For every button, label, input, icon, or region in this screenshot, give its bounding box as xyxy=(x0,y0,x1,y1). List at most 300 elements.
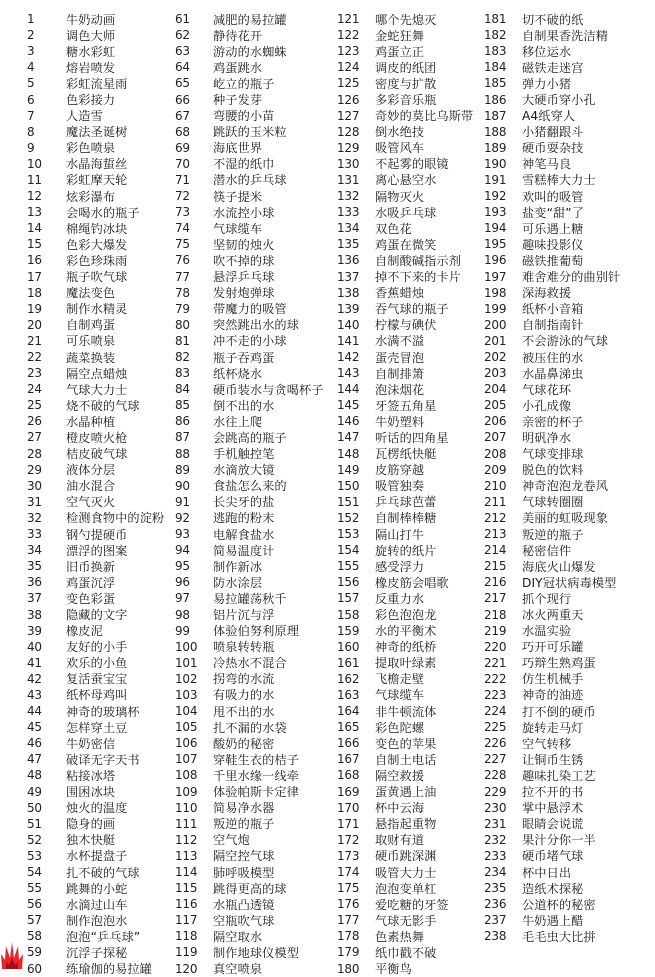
item-title: 牛奶动画 xyxy=(66,12,116,27)
item-number: 83 xyxy=(175,366,190,381)
list-item xyxy=(175,574,345,590)
item-number: 3 xyxy=(27,44,35,59)
item-title: 手机触控笔 xyxy=(213,447,275,462)
item-number: 217 xyxy=(484,591,507,606)
list-item xyxy=(175,220,345,236)
item-title: 制作水精灵 xyxy=(66,302,128,317)
list-item xyxy=(27,365,197,381)
list-item xyxy=(175,446,345,462)
item-number: 145 xyxy=(337,398,360,413)
item-number: 45 xyxy=(27,720,42,735)
list-item xyxy=(484,429,654,445)
item-number: 104 xyxy=(175,704,198,719)
list-item xyxy=(484,767,654,783)
list-item xyxy=(175,526,345,542)
item-title: 叛逆的瓶子 xyxy=(522,527,584,542)
list-item xyxy=(175,880,345,896)
item-title: 深海救援 xyxy=(522,286,572,301)
list-item xyxy=(27,961,197,977)
list-item xyxy=(484,639,654,655)
item-number: 101 xyxy=(175,655,198,670)
item-title: 气球花环 xyxy=(522,382,572,397)
item-title: 水晶海蜇丝 xyxy=(66,157,128,172)
item-number: 10 xyxy=(27,156,42,171)
item-number: 213 xyxy=(484,527,507,542)
list-item xyxy=(175,671,345,687)
list-item xyxy=(27,864,197,880)
item-number: 63 xyxy=(175,44,190,59)
list-item xyxy=(337,655,507,671)
list-item xyxy=(175,542,345,558)
item-title: 水滴放大镜 xyxy=(213,463,275,478)
list-item xyxy=(175,413,345,429)
item-number: 201 xyxy=(484,333,507,348)
list-item xyxy=(27,462,197,478)
list-item xyxy=(27,108,197,124)
list-item xyxy=(484,108,654,124)
item-title: 不湿的纸巾 xyxy=(213,157,275,172)
item-title: 海底火山爆发 xyxy=(522,559,596,574)
list-item xyxy=(337,252,507,268)
list-item xyxy=(484,204,654,220)
item-number: 209 xyxy=(484,462,507,477)
list-item xyxy=(27,784,197,800)
list-item xyxy=(337,510,507,526)
item-title: 水的平衡术 xyxy=(375,624,437,639)
item-title: 泡沫烟花 xyxy=(375,382,425,397)
list-item xyxy=(484,784,654,800)
item-title: 哪个先熄灭 xyxy=(375,12,437,27)
list-item xyxy=(175,655,345,671)
item-number: 131 xyxy=(337,172,360,187)
item-title: 自制鸡蛋 xyxy=(66,318,116,333)
item-title: 乒乓球芭蕾 xyxy=(375,495,437,510)
list-item xyxy=(27,816,197,832)
item-title: 自制指南针 xyxy=(522,318,584,333)
item-title: 炫彩瀑布 xyxy=(66,189,116,204)
item-title: 欢叫的吸管 xyxy=(522,189,584,204)
item-title: 泡泡变单杠 xyxy=(375,881,437,896)
list-item xyxy=(484,43,654,59)
list-item xyxy=(27,606,197,622)
list-item xyxy=(484,75,654,91)
item-number: 197 xyxy=(484,269,507,284)
list-item xyxy=(337,944,507,960)
item-number: 102 xyxy=(175,671,198,686)
item-number: 199 xyxy=(484,301,507,316)
item-number: 29 xyxy=(27,462,42,477)
item-title: 离心悬空水 xyxy=(375,173,437,188)
list-item xyxy=(175,156,345,172)
item-number: 227 xyxy=(484,752,507,767)
item-title: 橡皮泥 xyxy=(66,624,103,639)
item-title: 制作地球仪模型 xyxy=(213,945,300,960)
item-number: 48 xyxy=(27,768,42,783)
item-number: 36 xyxy=(27,575,42,590)
item-number: 136 xyxy=(337,253,360,268)
list-item xyxy=(27,880,197,896)
item-title: 牛奶塑料 xyxy=(375,414,425,429)
item-number: 4 xyxy=(27,60,35,75)
item-number: 220 xyxy=(484,639,507,654)
list-item xyxy=(337,11,507,27)
item-title: 可乐喷泉 xyxy=(66,334,116,349)
item-title: 简易净水器 xyxy=(213,801,275,816)
item-title: 感受浮力 xyxy=(375,559,425,574)
item-title: 减肥的易拉罐 xyxy=(213,12,287,27)
list-item xyxy=(27,542,197,558)
item-number: 135 xyxy=(337,237,360,252)
item-title: 气球转圈圈 xyxy=(522,495,584,510)
item-title: 调皮的纸团 xyxy=(375,60,437,75)
item-number: 216 xyxy=(484,575,507,590)
list-item xyxy=(175,832,345,848)
item-number: 7 xyxy=(27,108,35,123)
item-title: 橡皮筋会唱歌 xyxy=(375,575,449,590)
item-title: 跳得更高的球 xyxy=(213,881,287,896)
list-item xyxy=(175,687,345,703)
item-number: 143 xyxy=(337,366,360,381)
item-number: 67 xyxy=(175,108,190,123)
list-item xyxy=(337,848,507,864)
list-item xyxy=(484,301,654,317)
item-number: 119 xyxy=(175,945,198,960)
item-title: 被压住的水 xyxy=(522,350,584,365)
item-title: 水滴过山车 xyxy=(66,897,128,912)
item-title: 制作泡泡水 xyxy=(66,913,128,928)
list-item xyxy=(175,784,345,800)
list-item xyxy=(27,671,197,687)
item-title: 蛋黄遇上油 xyxy=(375,785,437,800)
item-title: 纸巾戳不破 xyxy=(375,945,437,960)
item-title: 制作新冰 xyxy=(213,559,263,574)
item-title: 旋转走马灯 xyxy=(522,720,584,735)
list-item xyxy=(175,816,345,832)
item-title: 体验伯努利原理 xyxy=(213,624,300,639)
item-number: 69 xyxy=(175,140,190,155)
list-item xyxy=(337,671,507,687)
item-title: 叛逆的瓶子 xyxy=(213,817,275,832)
list-column-3 xyxy=(337,11,507,977)
item-number: 190 xyxy=(484,156,507,171)
item-title: 吹不掉的球 xyxy=(213,253,275,268)
item-title: 烧不破的气球 xyxy=(66,398,140,413)
item-title: 烛火的温度 xyxy=(66,801,128,816)
item-number: 222 xyxy=(484,671,507,686)
list-item xyxy=(175,623,345,639)
item-number: 196 xyxy=(484,253,507,268)
list-item xyxy=(484,510,654,526)
item-title: 水满不溢 xyxy=(375,334,425,349)
list-item xyxy=(484,462,654,478)
list-item xyxy=(484,912,654,928)
item-title: 易拉罐荡秋千 xyxy=(213,591,287,606)
item-title: 体验帕斯卡定律 xyxy=(213,785,300,800)
item-number: 91 xyxy=(175,494,190,509)
item-number: 74 xyxy=(175,221,190,236)
list-item xyxy=(175,606,345,622)
item-number: 31 xyxy=(27,494,42,509)
item-title: 桔皮破气球 xyxy=(66,447,128,462)
item-title: 纸杯烧水 xyxy=(213,366,263,381)
item-title: 破译无字天书 xyxy=(66,752,140,767)
item-title: 可乐遇上糖 xyxy=(522,221,584,236)
item-title: 糖水彩虹 xyxy=(66,44,116,59)
list-item xyxy=(337,719,507,735)
item-number: 37 xyxy=(27,591,42,606)
list-item xyxy=(175,269,345,285)
item-title: 吸管独奏 xyxy=(375,479,425,494)
list-item xyxy=(175,478,345,494)
item-number: 106 xyxy=(175,736,198,751)
list-item xyxy=(27,767,197,783)
list-item xyxy=(337,365,507,381)
item-number: 115 xyxy=(175,881,198,896)
item-title: 有吸力的水 xyxy=(213,688,275,703)
list-item xyxy=(175,11,345,27)
list-item xyxy=(484,494,654,510)
item-number: 204 xyxy=(484,382,507,397)
item-number: 30 xyxy=(27,478,42,493)
item-title: 飞檐走壁 xyxy=(375,672,425,687)
list-item xyxy=(484,172,654,188)
item-title: 小猪翻跟斗 xyxy=(522,125,584,140)
item-number: 79 xyxy=(175,301,190,316)
item-title: 自制酸碱指示剂 xyxy=(375,253,462,268)
item-title: 彩色珍珠雨 xyxy=(66,253,128,268)
list-item xyxy=(175,285,345,301)
item-number: 16 xyxy=(27,253,42,268)
item-number: 218 xyxy=(484,607,507,622)
item-title: 围困冰块 xyxy=(66,785,116,800)
item-title: 隐身的画 xyxy=(66,817,116,832)
list-item xyxy=(484,574,654,590)
list-item xyxy=(337,429,507,445)
list-item xyxy=(27,43,197,59)
item-title: 自制棒棒糖 xyxy=(375,511,437,526)
item-title: 屹立的瓶子 xyxy=(213,76,275,91)
item-number: 47 xyxy=(27,752,42,767)
item-title: 漂浮的图案 xyxy=(66,543,128,558)
item-title: 不会游泳的气球 xyxy=(522,334,609,349)
item-number: 5 xyxy=(27,76,35,91)
list-item xyxy=(27,317,197,333)
item-number: 111 xyxy=(175,816,198,831)
item-number: 183 xyxy=(484,44,507,59)
item-title: 柠檬与碘伏 xyxy=(375,318,437,333)
list-column-2 xyxy=(175,11,345,977)
item-title: 奇妙的莫比乌斯带 xyxy=(375,109,474,124)
item-title: 果汁分你一半 xyxy=(522,833,596,848)
list-item xyxy=(484,719,654,735)
item-title: 弹力小猪 xyxy=(522,76,572,91)
item-number: 8 xyxy=(27,124,35,139)
list-item xyxy=(27,269,197,285)
list-item xyxy=(175,140,345,156)
item-title: 大硬币穿小孔 xyxy=(522,93,596,108)
item-title: 自制果香洗洁精 xyxy=(522,28,609,43)
item-title: 移位运水 xyxy=(522,44,572,59)
item-number: 215 xyxy=(484,559,507,574)
list-item xyxy=(337,784,507,800)
item-number: 20 xyxy=(27,317,42,332)
item-title: 酸奶的秘密 xyxy=(213,736,275,751)
item-number: 175 xyxy=(337,881,360,896)
item-number: 53 xyxy=(27,848,42,863)
item-title: 金蛇狂舞 xyxy=(375,28,425,43)
item-number: 167 xyxy=(337,752,360,767)
item-number: 148 xyxy=(337,446,360,461)
item-number: 150 xyxy=(337,478,360,493)
item-title: 独木快艇 xyxy=(66,833,116,848)
list-item xyxy=(484,928,654,944)
list-item xyxy=(27,751,197,767)
item-title: 水往上爬 xyxy=(213,414,263,429)
item-title: 雪糕棒大力士 xyxy=(522,173,596,188)
item-number: 11 xyxy=(27,172,42,187)
list-item xyxy=(175,944,345,960)
list-item xyxy=(484,816,654,832)
item-title: 空瓶吹气球 xyxy=(213,913,275,928)
item-title: 神奇的玻璃杯 xyxy=(66,704,140,719)
list-item xyxy=(337,896,507,912)
list-item xyxy=(27,703,197,719)
item-number: 80 xyxy=(175,317,190,332)
item-title: 熔岩喷发 xyxy=(66,60,116,75)
list-item xyxy=(337,687,507,703)
list-item xyxy=(175,124,345,140)
item-title: 调色大师 xyxy=(66,28,116,43)
item-number: 9 xyxy=(27,140,35,155)
item-title: 瓶子吹气球 xyxy=(66,270,128,285)
item-title: 非牛顿流体 xyxy=(375,704,437,719)
item-number: 147 xyxy=(337,430,360,445)
item-title: 亲密的杯子 xyxy=(522,414,584,429)
item-title: 倒水绝技 xyxy=(375,125,425,140)
list-item xyxy=(27,11,197,27)
item-number: 138 xyxy=(337,285,360,300)
list-item xyxy=(337,397,507,413)
item-number: 219 xyxy=(484,623,507,638)
item-number: 86 xyxy=(175,414,190,429)
item-number: 149 xyxy=(337,462,360,477)
item-number: 46 xyxy=(27,736,42,751)
item-number: 194 xyxy=(484,221,507,236)
list-item xyxy=(484,478,654,494)
item-title: 提取叶绿素 xyxy=(375,656,437,671)
item-number: 97 xyxy=(175,591,190,606)
item-number: 146 xyxy=(337,414,360,429)
item-title: 眼睛会说谎 xyxy=(522,817,584,832)
item-number: 77 xyxy=(175,269,190,284)
item-number: 128 xyxy=(337,124,360,139)
item-number: 44 xyxy=(27,704,42,719)
list-item xyxy=(337,494,507,510)
list-item xyxy=(27,639,197,655)
list-item xyxy=(337,156,507,172)
item-title: 气球缆车 xyxy=(375,688,425,703)
item-number: 140 xyxy=(337,317,360,332)
list-item xyxy=(175,590,345,606)
list-item xyxy=(337,204,507,220)
item-title: 真空喷泉 xyxy=(213,962,263,977)
list-item xyxy=(175,365,345,381)
item-title: 切不破的纸 xyxy=(522,12,584,27)
item-number: 189 xyxy=(484,140,507,155)
item-title: 趣味扎染工艺 xyxy=(522,768,596,783)
item-title: 检测食物中的淀粉 xyxy=(66,511,165,526)
list-item xyxy=(27,285,197,301)
item-number: 193 xyxy=(484,205,507,220)
list-item xyxy=(484,446,654,462)
item-number: 155 xyxy=(337,559,360,574)
item-number: 159 xyxy=(337,623,360,638)
item-title: 听话的四角星 xyxy=(375,430,449,445)
item-title: 盐变“甜”了 xyxy=(522,205,584,220)
list-item xyxy=(175,896,345,912)
item-number: 191 xyxy=(484,172,507,187)
item-title: 蔬菜换装 xyxy=(66,350,116,365)
item-title: 隔空救援 xyxy=(375,768,425,783)
list-item xyxy=(27,832,197,848)
list-item xyxy=(175,91,345,107)
list-item xyxy=(175,494,345,510)
list-item xyxy=(337,124,507,140)
item-number: 203 xyxy=(484,366,507,381)
item-number: 208 xyxy=(484,446,507,461)
list-item xyxy=(484,124,654,140)
item-title: 毛毛虫大比拼 xyxy=(522,929,596,944)
list-item xyxy=(27,75,197,91)
item-title: 悬浮乒乓球 xyxy=(213,270,275,285)
list-item xyxy=(27,478,197,494)
list-item xyxy=(337,108,507,124)
item-number: 114 xyxy=(175,865,198,880)
list-item xyxy=(175,397,345,413)
item-number: 188 xyxy=(484,124,507,139)
item-title: 色素热舞 xyxy=(375,929,425,944)
list-item xyxy=(175,333,345,349)
item-number: 59 xyxy=(27,945,42,960)
list-item xyxy=(175,800,345,816)
list-item xyxy=(337,317,507,333)
list-item xyxy=(337,800,507,816)
item-number: 78 xyxy=(175,285,190,300)
list-item xyxy=(175,510,345,526)
item-title: 钢勺提硬币 xyxy=(66,527,128,542)
item-title: 铝片沉与浮 xyxy=(213,608,275,623)
item-number: 54 xyxy=(27,865,42,880)
item-title: 变色彩蛋 xyxy=(66,591,116,606)
list-item xyxy=(484,220,654,236)
item-title: 吞气球的瓶子 xyxy=(375,302,449,317)
item-title: 拉不开的书 xyxy=(522,785,584,800)
list-item xyxy=(337,574,507,590)
item-number: 173 xyxy=(337,848,360,863)
item-number: 81 xyxy=(175,333,190,348)
item-number: 110 xyxy=(175,800,198,815)
list-item xyxy=(337,880,507,896)
item-number: 231 xyxy=(484,816,507,831)
list-item xyxy=(337,381,507,397)
list-item xyxy=(337,220,507,236)
list-item xyxy=(175,317,345,333)
list-item xyxy=(175,59,345,75)
item-number: 92 xyxy=(175,510,190,525)
item-number: 51 xyxy=(27,816,42,831)
item-title: 明矾净水 xyxy=(522,430,572,445)
item-title: 冷热水不混合 xyxy=(213,656,287,671)
